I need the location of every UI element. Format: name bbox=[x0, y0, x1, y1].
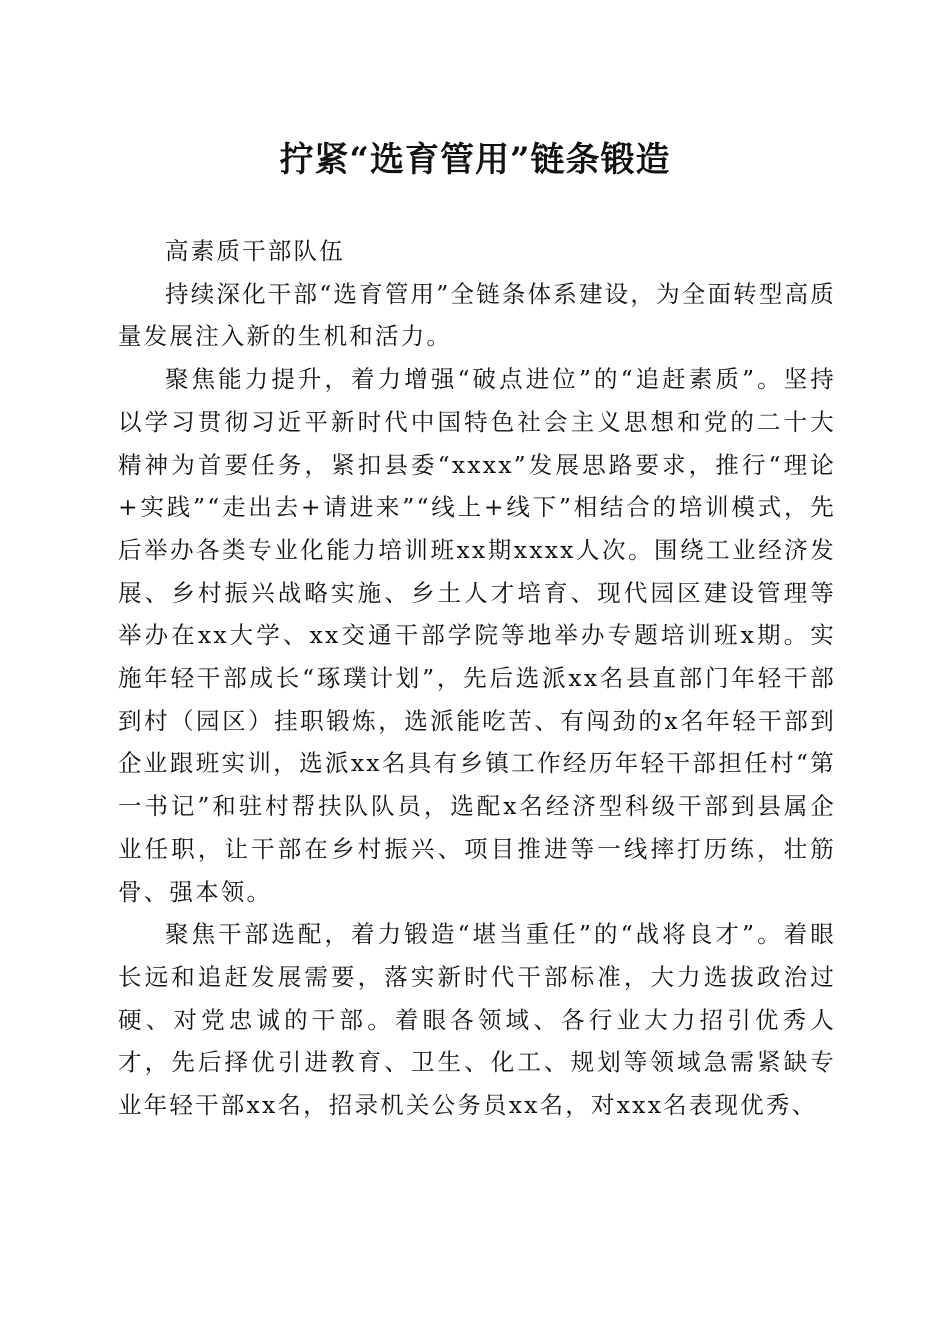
paragraph-capability: 聚焦能力提升，着力增强“破点进位”的“追赶素质”。坚持以学习贯彻习近平新时代中国特色社会主义思想和党的二十大精神为首要任务，紧扣县委“xxxx”发展思路要求，推行“理论+实践”“走出去+请进来”“线上+线下”相结合的培训模式，先后举办各类专业化能力培训班xx期xxxx人次。围绕工业经济发展、乡村振兴战略实施、乡土人才培育、现代园区建设管理等举办在xx大学、xx交通干部学院等地举办专题培训班x期。实施年轻干部成长“琢璞计划”，先后选派xx名县直部门年轻干部到村（园区）挂职锻炼，选派能吃苦、有闯劲的x名年轻干部到企业跟班实训，选派xx名具有乡镇工作经历年轻干部担任村“第一书记”和驻村帮扶队队员，选配x名经济型科级干部到县属企业任职，让干部在乡村振兴、项目推进等一线摔打历练，壮筋骨、强本领。 bbox=[118, 365, 836, 906]
paragraph-selection: 聚焦干部选配，着力锻造“堪当重任”的“战将良才”。着眼长远和追赶发展需要，落实新时代干部标准，大力选拔政治过硬、对党忠诚的干部。着眼各领域、各行业大力招引优秀人才，先后择优引进教育、卫生、化工、规划等领域急需紧缺专业年轻干部xx名，招录机关公务员xx名，对xxx名表现优秀、 bbox=[118, 920, 836, 1120]
document-body bbox=[118, 230, 836, 1127]
paragraph-subtitle: 高素质干部队伍 bbox=[165, 237, 345, 265]
document-title: 拧紧“选育管用”链条锻造 bbox=[279, 140, 671, 180]
paragraph-intro: 持续深化干部“选育管用”全链条体系建设，为全面转型高质量发展注入新的生机和活力。 bbox=[118, 279, 836, 351]
